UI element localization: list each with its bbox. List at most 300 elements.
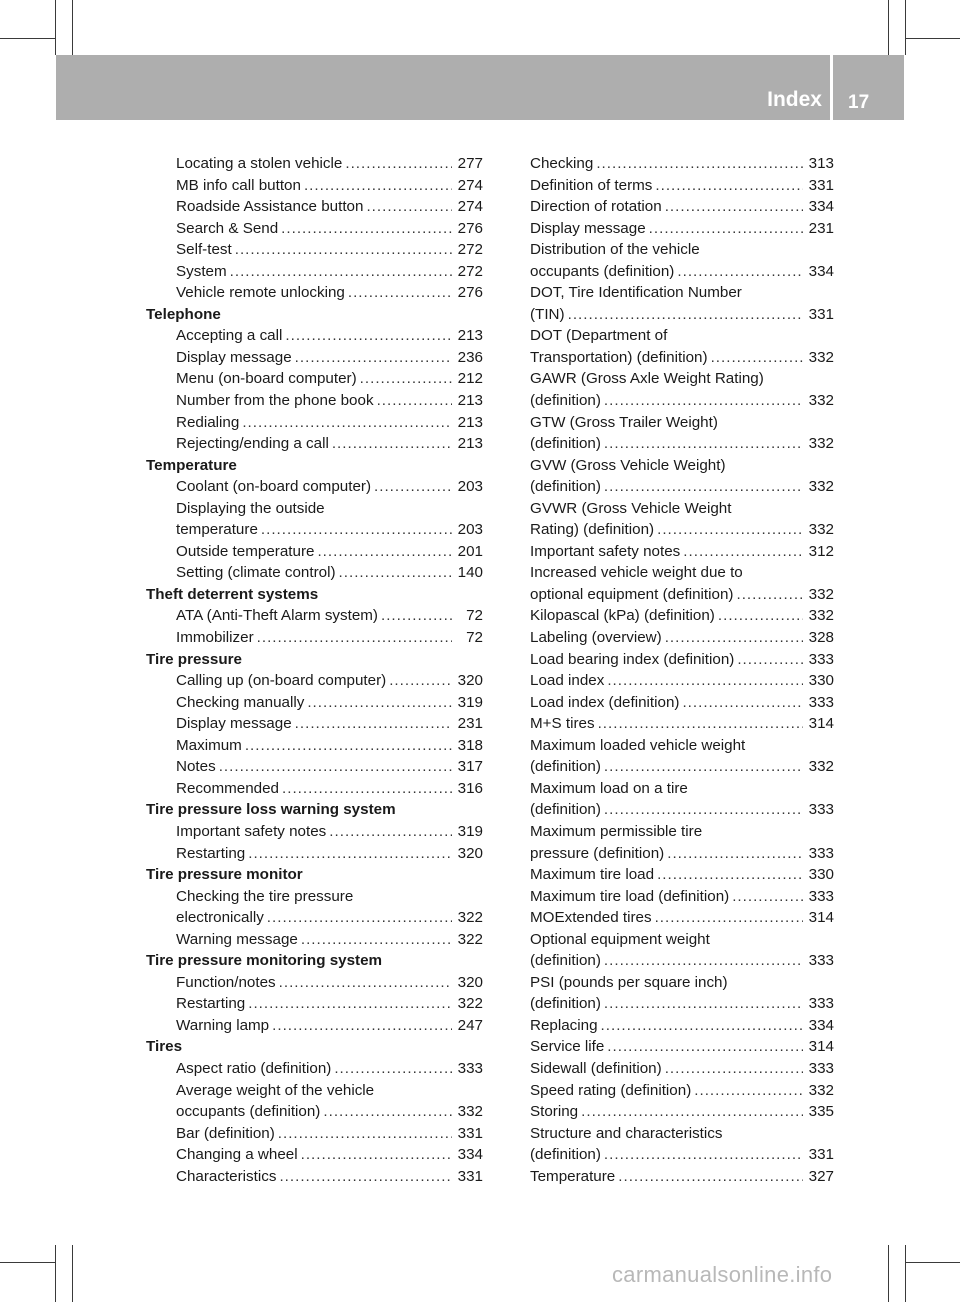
index-entry-page: 314 (808, 909, 834, 927)
dot-leader (219, 756, 452, 778)
dot-leader (667, 843, 803, 865)
index-entry-page: 333 (808, 650, 834, 668)
index-entry-page: 333 (808, 995, 834, 1013)
index-heading: Temperature (146, 456, 237, 474)
dot-leader (381, 605, 452, 627)
dot-leader (377, 390, 452, 412)
dot-leader (323, 1101, 452, 1123)
index-entry-label: Vehicle remote unlocking (176, 284, 345, 302)
index-heading: Telephone (146, 305, 221, 323)
index-entry-label: Definition of terms (530, 176, 653, 194)
index-entry[interactable] (146, 1123, 483, 1145)
index-entry-label: Service life (530, 1038, 605, 1056)
index-entry[interactable] (146, 735, 483, 757)
index-entry[interactable] (530, 476, 834, 498)
crop-mark (905, 38, 960, 39)
index-entry-page: 318 (457, 736, 483, 754)
index-entry-label: (TIN) (530, 305, 565, 323)
index-entry[interactable] (146, 1144, 483, 1166)
index-entry-page: 231 (457, 715, 483, 733)
index-entry-page: 334 (808, 198, 834, 216)
index-entry[interactable] (146, 821, 483, 843)
index-entry[interactable] (146, 412, 483, 434)
index-entry-text: Increased vehicle weight due to (530, 564, 743, 582)
dot-leader (242, 412, 452, 434)
index-entry-page: 327 (808, 1167, 834, 1185)
index-entry-text: GVW (Gross Vehicle Weight) (530, 456, 726, 474)
index-entry[interactable] (530, 1144, 834, 1166)
index-entry-page: 274 (457, 198, 483, 216)
dot-leader (604, 799, 803, 821)
index-entry[interactable] (146, 175, 483, 197)
index-entry-text: Maximum loaded vehicle weight (530, 736, 746, 754)
index-entry-page: 213 (457, 392, 483, 410)
index-entry[interactable] (146, 261, 483, 283)
index-entry-label: Maximum tire load (definition) (530, 887, 730, 905)
index-entry[interactable] (530, 627, 834, 649)
index-entry[interactable] (146, 196, 483, 218)
index-entry[interactable] (530, 261, 834, 283)
index-entry-text: DOT, Tire Identification Number (530, 284, 742, 302)
dot-leader (279, 1166, 452, 1188)
index-entry-page: 72 (466, 607, 483, 625)
dot-leader (718, 605, 803, 627)
index-entry-text: Optional equipment weight (530, 930, 710, 948)
index-entry-page: 333 (808, 801, 834, 819)
index-entry-label: Menu (on-board computer) (176, 370, 357, 388)
index-entry[interactable] (146, 993, 483, 1015)
index-entry-text: GAWR (Gross Axle Weight Rating) (530, 370, 764, 388)
index-entry[interactable] (146, 972, 483, 994)
index-entry[interactable] (146, 347, 483, 369)
index-heading: Tire pressure monitor (146, 866, 303, 884)
index-entry-page: 333 (808, 693, 834, 711)
index-entry-label: Search & Send (176, 219, 279, 237)
index-entry-label: Transportation) (definition) (530, 348, 708, 366)
index-entry-label: (definition) (530, 478, 601, 496)
dot-leader (604, 950, 803, 972)
dot-leader (665, 196, 803, 218)
dot-leader (261, 519, 452, 541)
index-entry-label: MB info call button (176, 176, 301, 194)
index-entry[interactable] (530, 390, 834, 412)
index-entry-label: Temperature (530, 1167, 616, 1185)
index-entry[interactable] (530, 843, 834, 865)
index-entry[interactable] (530, 196, 834, 218)
dot-leader (235, 239, 452, 261)
index-entry-page: 331 (808, 1146, 834, 1164)
dot-leader (581, 1101, 803, 1123)
crop-mark (0, 38, 55, 39)
dot-leader (604, 993, 803, 1015)
dot-leader (598, 713, 803, 735)
crop-mark (888, 1245, 889, 1302)
index-entry-page: 231 (808, 219, 834, 237)
dot-leader (345, 153, 452, 175)
dot-leader (366, 196, 452, 218)
index-entry[interactable] (146, 541, 483, 563)
index-entry[interactable] (146, 1015, 483, 1037)
watermark: carmanualsonline.info (612, 1262, 833, 1287)
index-entry[interactable] (530, 799, 834, 821)
index-entry[interactable] (530, 519, 834, 541)
index-entry-page: 72 (466, 629, 483, 647)
index-entry-text: Checking the tire pressure (176, 887, 354, 905)
dot-leader (677, 261, 803, 283)
index-entry-page: 213 (457, 435, 483, 453)
index-entry[interactable] (530, 1080, 834, 1102)
index-entry[interactable] (530, 1058, 834, 1080)
index-entry-label: Maximum (176, 736, 242, 754)
index-entry-label: Restarting (176, 844, 246, 862)
index-entry-label: Kilopascal (kPa) (definition) (530, 607, 715, 625)
index-entry-label: Notes (176, 758, 216, 776)
index-entry[interactable] (530, 1101, 834, 1123)
index-entry-label: Rating) (definition) (530, 521, 655, 539)
index-entry-page: 213 (457, 413, 483, 431)
crop-mark (72, 1245, 73, 1302)
index-entry-label: Warning lamp (176, 1016, 270, 1034)
index-entry-page: 332 (808, 478, 834, 496)
dot-leader (604, 390, 803, 412)
dot-leader (655, 175, 803, 197)
index-entry-page: 313 (808, 155, 834, 172)
index-entry-label: Load index (definition) (530, 693, 680, 711)
index-entry-page: 274 (457, 176, 483, 194)
index-entry-label: Locating a stolen vehicle (176, 155, 343, 172)
index-entry-label: electronically (176, 909, 264, 927)
index-heading: Tire pressure loss warning system (146, 801, 396, 819)
index-entry[interactable] (530, 649, 834, 671)
dot-leader (604, 476, 803, 498)
index-entry-label: Redialing (176, 413, 240, 431)
index-entry-page: 331 (457, 1167, 483, 1185)
crop-mark (72, 0, 73, 55)
index-entry-text: Displaying the outside (176, 499, 325, 517)
index-entry-page: 276 (457, 284, 483, 302)
index-entry-page: 332 (808, 521, 834, 539)
index-entry[interactable] (146, 153, 483, 175)
index-entry-label: ATA (Anti-Theft Alarm system) (176, 607, 378, 625)
index-entry[interactable] (146, 368, 483, 390)
index-entry-label: Changing a wheel (176, 1146, 298, 1164)
dot-leader (711, 347, 803, 369)
dot-leader (682, 692, 803, 714)
index-entry-page: 276 (457, 219, 483, 237)
index-entry-page: 320 (457, 672, 483, 690)
index-entry-text: Average weight of the vehicle (176, 1081, 375, 1099)
dot-leader (230, 261, 452, 283)
index-entry-page: 334 (808, 1016, 834, 1034)
index-entry[interactable] (146, 627, 483, 649)
dot-leader (285, 325, 452, 347)
dot-leader (339, 562, 452, 584)
index-entry-label: MOExtended tires (530, 909, 652, 927)
index-entry-text: Maximum load on a tire (530, 779, 688, 797)
index-heading: Tire pressure monitoring system (146, 952, 383, 970)
index-entry-label: Coolant (on-board computer) (176, 478, 372, 496)
crop-mark (55, 1245, 56, 1302)
index-entry-page: 334 (457, 1146, 483, 1164)
index-entry-label: Display message (176, 715, 292, 733)
index-entry-label: (definition) (530, 758, 601, 776)
index-entry-label: Self-test (176, 241, 232, 259)
index-entry-label: Important safety notes (530, 542, 681, 560)
index-entry-label: temperature (176, 521, 258, 539)
crop-mark (905, 1245, 906, 1302)
index-entry[interactable] (146, 325, 483, 347)
index-entry-label: (definition) (530, 1146, 601, 1164)
index-entry[interactable] (530, 175, 834, 197)
index-entry[interactable] (146, 929, 483, 951)
index-entry[interactable] (530, 347, 834, 369)
index-entry[interactable] (530, 1015, 834, 1037)
index-entry-label: Important safety notes (176, 822, 327, 840)
index-entry-text: PSI (pounds per square inch) (530, 973, 728, 991)
index-entry-text: GTW (Gross Trailer Weight) (530, 413, 718, 431)
dot-leader (278, 1123, 452, 1145)
index-entry-page: 322 (457, 995, 483, 1013)
index-entry[interactable] (530, 907, 834, 929)
index-entry[interactable] (146, 670, 483, 692)
index-entry-page: 333 (808, 844, 834, 862)
dot-leader (334, 1058, 452, 1080)
dot-leader (649, 218, 803, 240)
index-entry-label: Outside temperature (176, 542, 315, 560)
dot-leader (279, 972, 452, 994)
index-entry-label: Calling up (on-board computer) (176, 672, 387, 690)
index-entry-label: (definition) (530, 952, 601, 970)
dot-leader (307, 692, 452, 714)
index-entry-label: Storing (530, 1103, 579, 1121)
index-entry-page: 334 (808, 262, 834, 280)
dot-leader (248, 993, 452, 1015)
index-entry-label: Accepting a call (176, 327, 283, 345)
index-heading: Tire pressure (146, 650, 242, 668)
index-entry-label: (definition) (530, 801, 601, 819)
index-entry-label: Setting (climate control) (176, 564, 336, 582)
index-entry-page: 332 (808, 392, 834, 410)
index-entry[interactable] (530, 584, 834, 606)
index-entry[interactable] (146, 907, 483, 929)
index-entry-page: 212 (457, 370, 483, 388)
index-entry[interactable] (146, 218, 483, 240)
dot-leader (607, 670, 803, 692)
index-entry[interactable] (146, 282, 483, 304)
dot-leader (604, 756, 803, 778)
index-entry-page: 330 (808, 672, 834, 690)
index-entry[interactable] (146, 1101, 483, 1123)
index-entry-label: System (176, 262, 227, 280)
index-entry-text: DOT (Department of (530, 327, 668, 345)
dot-leader (295, 713, 452, 735)
index-entry[interactable] (146, 433, 483, 455)
index-entry-page: 322 (457, 909, 483, 927)
dot-leader (665, 1058, 803, 1080)
dot-leader (374, 476, 452, 498)
index-entry-label: Restarting (176, 995, 246, 1013)
index-entry-label: pressure (definition) (530, 844, 665, 862)
index-entry-label: Checking manually (176, 693, 305, 711)
index-entry-page: 333 (808, 952, 834, 970)
dot-leader (348, 282, 452, 304)
index-entry-page: 319 (457, 822, 483, 840)
index-entry-label: Bar (definition) (176, 1124, 275, 1142)
dot-leader (736, 584, 803, 606)
index-entry-page: 320 (457, 973, 483, 991)
dot-leader (295, 347, 452, 369)
index-entry[interactable] (146, 562, 483, 584)
index-entry-page: 332 (808, 585, 834, 603)
index-entry-page: 201 (457, 542, 483, 560)
crop-mark (888, 0, 889, 55)
index-entry-label: Recommended (176, 779, 279, 797)
index-entry[interactable] (530, 756, 834, 778)
dot-leader (281, 218, 452, 240)
index-entry[interactable] (530, 218, 834, 240)
index-entry-page: 314 (808, 1038, 834, 1056)
dot-leader (301, 929, 452, 951)
index-entry-page: 316 (457, 779, 483, 797)
index-entry-label: optional equipment (definition) (530, 585, 734, 603)
index-entry[interactable] (530, 670, 834, 692)
index-entry[interactable] (530, 153, 834, 175)
index-entry[interactable] (530, 864, 834, 886)
index-entry[interactable] (146, 843, 483, 865)
dot-leader (732, 886, 803, 908)
section-title: Index (767, 88, 822, 111)
crop-mark (905, 0, 906, 55)
dot-leader (360, 368, 452, 390)
index-entry[interactable] (530, 304, 834, 326)
dot-leader (317, 541, 452, 563)
index-entry-text: Maximum permissible tire (530, 822, 703, 840)
index-entry-page: 203 (457, 521, 483, 539)
dot-leader (596, 153, 803, 175)
index-entry[interactable] (530, 886, 834, 908)
index-entry-label: Load bearing index (definition) (530, 650, 735, 668)
dot-leader (245, 735, 452, 757)
index-entry-label: (definition) (530, 435, 601, 453)
index-entry[interactable] (146, 756, 483, 778)
dot-leader (332, 433, 452, 455)
index-entry[interactable] (530, 433, 834, 455)
index-entry-page: 332 (808, 607, 834, 625)
index-entry-page: 277 (457, 155, 483, 172)
index-entry[interactable] (146, 778, 483, 800)
index-entry-label: Display message (530, 219, 646, 237)
index-entry-label: (definition) (530, 392, 601, 410)
crop-mark (0, 1262, 55, 1263)
index-heading: Tires (146, 1038, 183, 1056)
index-entry-label: Speed rating (definition) (530, 1081, 692, 1099)
index-entry-page: 333 (808, 887, 834, 905)
index-entry-page: 314 (808, 715, 834, 733)
index-entry[interactable] (530, 713, 834, 735)
dot-leader (304, 175, 452, 197)
index-entry-page: 272 (457, 262, 483, 280)
dot-leader (655, 907, 803, 929)
index-entry[interactable] (146, 605, 483, 627)
index-entry[interactable] (146, 519, 483, 541)
index-entry[interactable] (530, 1036, 834, 1058)
dot-leader (248, 843, 452, 865)
index-column-right (530, 153, 834, 1187)
index-entry-page: 272 (457, 241, 483, 259)
index-entry-label: Load index (530, 672, 605, 690)
index-entry-page: 331 (457, 1124, 483, 1142)
index-entry-page: 330 (808, 866, 834, 884)
index-entry[interactable] (530, 950, 834, 972)
index-heading: Theft deterrent systems (146, 585, 319, 603)
index-entry-page: 332 (808, 758, 834, 776)
index-entry-label: Warning message (176, 930, 298, 948)
index-entry[interactable] (530, 605, 834, 627)
page-number: 17 (848, 92, 870, 113)
index-entry[interactable] (146, 692, 483, 714)
dot-leader (657, 864, 803, 886)
index-entry-label: Sidewall (definition) (530, 1059, 662, 1077)
index-entry[interactable] (530, 993, 834, 1015)
index-entry[interactable] (146, 713, 483, 735)
index-entry-label: Function/notes (176, 973, 276, 991)
dot-leader (618, 1166, 803, 1188)
index-entry-label: Checking (530, 155, 594, 172)
index-entry-page: 322 (457, 930, 483, 948)
index-entry-page: 332 (808, 348, 834, 366)
index-entry-page: 140 (457, 564, 483, 582)
index-entry-page: 317 (457, 758, 483, 776)
index-entry-page: 332 (457, 1103, 483, 1121)
index-entry-label: Aspect ratio (definition) (176, 1059, 332, 1077)
dot-leader (607, 1036, 803, 1058)
index-entry[interactable] (530, 1166, 834, 1188)
index-column-left (146, 153, 483, 1187)
index-entry[interactable] (530, 692, 834, 714)
dot-leader (665, 627, 803, 649)
dot-leader (301, 1144, 452, 1166)
index-entry-page: 320 (457, 844, 483, 862)
dot-leader (737, 649, 803, 671)
dot-leader (604, 1144, 803, 1166)
dot-leader (267, 907, 452, 929)
index-entry-label: M+S tires (530, 715, 595, 733)
dot-leader (257, 627, 452, 649)
index-entry[interactable] (146, 1166, 483, 1188)
index-entry-label: Number from the phone book (176, 392, 374, 410)
index-entry-label: occupants (definition) (176, 1103, 321, 1121)
index-entry-label: Roadside Assistance button (176, 198, 364, 216)
index-entry[interactable] (146, 239, 483, 261)
index-entry[interactable] (146, 1058, 483, 1080)
index-entry[interactable] (146, 476, 483, 498)
index-entry[interactable] (146, 390, 483, 412)
index-entry-page: 331 (808, 305, 834, 323)
index-entry-label: Maximum tire load (530, 866, 655, 884)
index-entry-label: Labeling (overview) (530, 629, 662, 647)
index-entry-page: 333 (808, 1059, 834, 1077)
dot-leader (657, 519, 803, 541)
crop-mark (55, 0, 56, 55)
index-entry-page: 319 (457, 693, 483, 711)
index-entry[interactable] (530, 541, 834, 563)
index-entry-label: occupants (definition) (530, 262, 675, 280)
index-entry-page: 331 (808, 176, 834, 194)
index-entry-page: 332 (808, 435, 834, 453)
index-entry-page: 213 (457, 327, 483, 345)
dot-leader (389, 670, 452, 692)
crop-mark (905, 1262, 960, 1263)
